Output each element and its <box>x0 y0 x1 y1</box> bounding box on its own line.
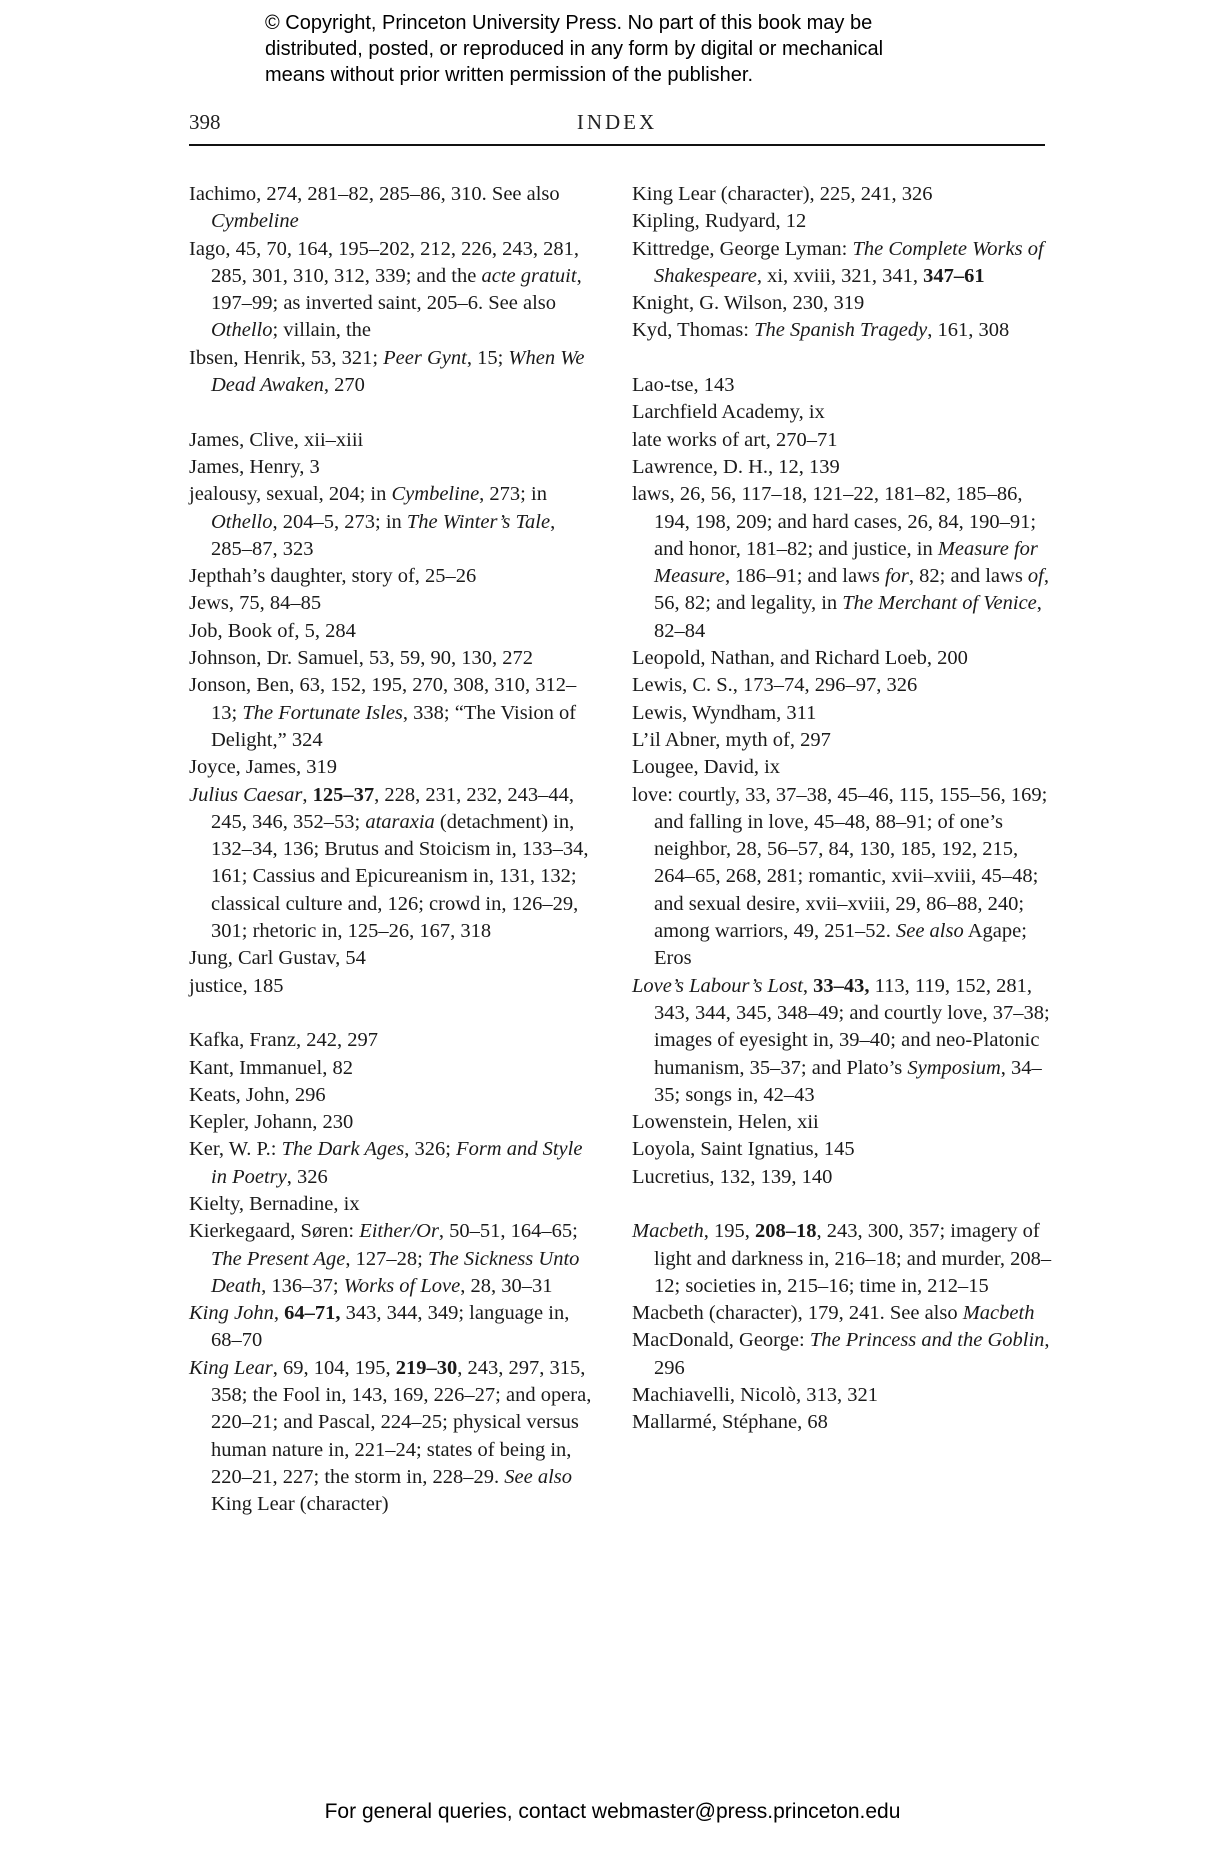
index-entry-text: Kafka, Franz, 242, 297 <box>189 1029 379 1052</box>
index-entry <box>632 1109 1052 1136</box>
index-entry-text: King Lear (character), 225, 241, 326 <box>632 183 933 205</box>
index-entry-text: Joyce, James, 319 <box>189 756 338 779</box>
index-entry <box>189 181 599 236</box>
index-entry <box>189 590 599 617</box>
index-entry <box>189 672 599 754</box>
index-entry <box>632 236 1052 291</box>
index-entry-text: The Dark Ages <box>281 1138 405 1161</box>
index-entry-text: 219–30 <box>395 1356 458 1379</box>
page-number: 398 <box>189 110 221 134</box>
index-entry-text: Machiavelli, Nicolò, 313, 321 <box>632 1384 878 1407</box>
index-entry-text: Loyola, Saint Ignatius, 145 <box>632 1138 855 1161</box>
index-entry <box>632 372 1052 399</box>
copyright-line: © Copyright, Princeton University Press. No part of this book may be <box>265 12 873 34</box>
index-entry-text: Othello <box>211 510 273 533</box>
index-entry-text: Works of Love <box>343 1274 461 1297</box>
index-entry-text: Macbeth <box>632 1220 704 1243</box>
index-entry-text: 125–37 <box>312 783 375 806</box>
index-entry <box>189 563 599 590</box>
index-entry-text: Job, Book of, 5, 284 <box>189 619 356 642</box>
index-entry-text: The Spanish Tragedy <box>754 319 928 342</box>
index-entry <box>632 290 1052 317</box>
index-entry <box>189 454 599 481</box>
index-entry-text: ; villain, the <box>272 319 371 342</box>
index-entry-text: , 28, 30–31 <box>460 1274 553 1297</box>
index-entry-text: James, Henry, 3 <box>189 455 320 478</box>
index-entry <box>189 945 599 972</box>
index-entry-text: , 127–28; <box>345 1247 428 1270</box>
index-entry-text: , 186–91; and laws <box>724 565 885 588</box>
index-entry-text: love: courtly, 33, 37–38, 45–46, 115, 155–56, 169; and falling in love, 45–48, 88–91; of one’s neighbor, 28, 56–57, 84, 130, 185, 192, 215, 264–65, 268, 281; romantic, xvii–xviii, 45–48; and sexual desire, xvii–xviii, 29, 86–88, 240; among warriors, 49, 251–52. <box>632 783 1048 943</box>
index-entry <box>632 481 1052 645</box>
copyright-line: distributed, posted, or reproduced in any form by digital or mechanical <box>265 38 884 60</box>
index-entry-text: Kyd, Thomas: <box>632 319 755 342</box>
index-entry <box>189 645 599 672</box>
index-entry-text: , 82–84 <box>654 592 1042 642</box>
index-entry-text: Cymbeline <box>391 483 480 506</box>
index-entry-text: The Fortunate Isles <box>242 701 403 724</box>
index-entry <box>632 645 1052 672</box>
index-entry-text: Lewis, Wyndham, 311 <box>632 701 817 724</box>
page-title: INDEX <box>576 110 658 134</box>
index-entry-text: , 195, <box>703 1220 755 1243</box>
index-entry-text: Othello <box>211 319 273 342</box>
index-entry <box>189 754 599 781</box>
index-entry <box>189 973 599 1000</box>
index-entry-text: , 285–87, 323 <box>211 510 556 560</box>
index-entry-text: Lawrence, D. H., 12, 139 <box>632 455 840 478</box>
index-entry-text: The Princess and the Goblin <box>809 1329 1045 1352</box>
index-entry-text: Lewis, C. S., 173–74, 296–97, 326 <box>632 674 918 697</box>
index-entry <box>632 973 1052 1109</box>
index-entry <box>632 672 1052 699</box>
index-entry-text: , 50–51, 164–65; <box>438 1220 578 1243</box>
index-entry-text: Leopold, Nathan, and Richard Loeb, 200 <box>632 647 968 670</box>
index-entry <box>189 345 599 400</box>
index-entry-text: Kierkegaard, Søren: <box>189 1220 360 1243</box>
index-entry-text: (detachment) in, 132–34, 136; Brutus and Stoicism in, 133–34, 161; Cassius and Epicureanism in, 131, 132; classical culture and, 126; crowd in, 126–29, 301; rhetoric in, 125–26, 167, 318 <box>211 810 589 943</box>
index-entry-text: jealousy, sexual, 204; in <box>189 483 392 506</box>
index-entry-text: Either/Or <box>359 1220 439 1243</box>
index-entry <box>632 754 1052 781</box>
index-entry-text: Cymbeline <box>211 210 299 233</box>
index-entry-text: Knight, G. Wilson, 230, 319 <box>632 292 865 315</box>
index-entry-text: Kant, Immanuel, 82 <box>189 1056 353 1079</box>
index-entry-text: Ibsen, Henrik, 53, 321; <box>189 346 384 369</box>
index-entry-text: 208–18 <box>754 1220 817 1243</box>
index-entry-text: Macbeth (character), 179, 241. See also <box>632 1302 963 1325</box>
running-head <box>189 108 1045 146</box>
index-entry-text: Jepthah’s daughter, story of, 25–26 <box>189 565 477 588</box>
index-entry-text: Johnson, Dr. Samuel, 53, 59, 90, 130, 272 <box>189 647 533 670</box>
index-entry-text: Lougee, David, ix <box>632 756 781 779</box>
index-entry-text: Kielty, Bernadine, ix <box>189 1192 360 1215</box>
index-entry-text: of <box>1027 565 1044 588</box>
index-entry <box>189 1136 599 1191</box>
index-entry-text: , xi, xviii, 321, 341, <box>756 264 924 287</box>
index-entry-text: , 296 <box>654 1329 1050 1379</box>
index-entry-text: MacDonald, George: <box>632 1329 810 1352</box>
index-entry-text: Jung, Carl Gustav, 54 <box>189 947 366 970</box>
index-entry-text: 113, 119, 152, 281, 343, 344, 345, 348–49; and courtly love, 37–38; images of eyesight in, 39–40; and neo-Platonic humanism, 35–37; and Plato’s <box>654 974 1050 1079</box>
index-entry <box>632 181 1052 208</box>
index-entry <box>632 317 1052 344</box>
index-entry <box>632 208 1052 235</box>
index-entry-text: When We Dead Awaken <box>211 346 585 397</box>
index-entry-text: The Merchant of Venice <box>842 592 1037 615</box>
index-entry-text: 347–61 <box>923 264 985 287</box>
index-entry-text: justice, 185 <box>189 974 284 997</box>
index-entry-text: , 243, 297, 315, 358; the Fool in, 143, 169, 226–27; and opera, 220–21; and Pascal, 224–25; physical versus human nature in, 221–24; states of being in, 220–21, 227; the storm in, 228–29. <box>211 1356 592 1488</box>
index-entry-text: , 326; <box>404 1138 457 1161</box>
index-entry-text: , <box>802 974 814 997</box>
index-entry-text: , <box>302 783 313 806</box>
index-entry-text: Iago, 45, 70, 164, 195–202, 212, 226, 243, 281, 285, 301, 310, 312, 339; and the <box>189 237 580 287</box>
index-entry-text: , 15; <box>466 346 509 369</box>
index-entry-text: Symposium <box>907 1056 1001 1079</box>
index-entry-text: , 270 <box>323 374 365 397</box>
index-entry <box>632 1327 1052 1382</box>
index-entry-text: Mallarmé, Stéphane, 68 <box>632 1411 828 1434</box>
index-entry-text: , 204–5, 273; in <box>272 510 407 533</box>
index-entry <box>632 1382 1052 1409</box>
index-entry-text: Jonson, Ben, 63, 152, 195, 270, 308, 310, 312–13; <box>189 674 577 724</box>
index-entry-text: 343, 344, 349; language in, 68–70 <box>211 1302 570 1352</box>
index-entry-text: Love’s Labour’s Lost <box>632 974 803 997</box>
copyright-notice <box>265 10 985 88</box>
index-entry <box>189 1055 599 1082</box>
index-entry-text: , 197–99; as inverted saint, 205–6. See also <box>211 264 582 315</box>
index-entry <box>632 1136 1052 1163</box>
index-entry-text: ataraxia <box>365 810 435 833</box>
index-entry <box>189 481 599 563</box>
index-entry-text: , 34–35; songs in, 42–43 <box>654 1056 1042 1106</box>
index-entry-text: Julius Caesar <box>189 783 303 806</box>
index-entry-text: See also <box>895 920 964 943</box>
index-entry-text: Measure for Measure <box>654 537 1038 588</box>
index-entry-text: King Lear (character) <box>211 1493 389 1516</box>
index-entry <box>632 727 1052 754</box>
index-column-left <box>189 181 599 1519</box>
index-entry-text: 64–71, <box>284 1302 341 1325</box>
index-entry-text: , 136–37; <box>261 1274 344 1297</box>
index-entry-text: Kepler, Johann, 230 <box>189 1111 354 1134</box>
index-entry <box>632 427 1052 454</box>
index-entry-text: Ker, W. P.: <box>189 1138 282 1161</box>
index-entry-text: , 273; in <box>479 483 547 506</box>
index-entry-text: , <box>273 1302 285 1325</box>
index-entry <box>632 1409 1052 1436</box>
index-entry <box>632 1164 1052 1191</box>
index-entry-text: Larchfield Academy, ix <box>632 401 825 424</box>
index-entry-text: Lucretius, 132, 139, 140 <box>632 1165 833 1188</box>
index-entry-text: , 228, 231, 232, 243–44, 245, 346, 352–53; <box>211 783 574 833</box>
index-entry-text: The Present Age <box>211 1247 346 1270</box>
index-entry <box>189 1027 599 1054</box>
index-entry <box>632 1218 1052 1300</box>
index-entry-text: , 326 <box>286 1165 328 1188</box>
index-entry-text: , 69, 104, 195, <box>272 1356 396 1379</box>
index-entry-text: late works of art, 270–71 <box>632 428 838 451</box>
index-entry <box>189 1218 599 1300</box>
index-entry-text: King John <box>189 1302 274 1325</box>
index-entry-text: Lowenstein, Helen, xii <box>632 1111 819 1134</box>
index-entry-text: , 243, 300, 357; imagery of light and darkness in, 216–18; and murder, 208–12; societies in, 215–16; time in, 212–15 <box>654 1220 1052 1297</box>
index-entry <box>632 700 1052 727</box>
index-entry <box>632 454 1052 481</box>
index-entry <box>632 782 1052 973</box>
index-entry-text: , 338; “The Vision of Delight,” 324 <box>211 701 577 751</box>
index-entry-text: See also <box>504 1465 573 1488</box>
footer-contact: For general queries, contact webmaster@press.princeton.edu <box>324 1800 901 1823</box>
index-entry <box>189 1300 599 1355</box>
index-entry-text: Kittredge, George Lyman: <box>632 237 853 260</box>
index-entry-text: Jews, 75, 84–85 <box>189 592 322 615</box>
index-entry-text: King Lear <box>189 1356 273 1379</box>
index-entry-text: Kipling, Rudyard, 12 <box>632 210 807 233</box>
index-entry-text: , 161, 308 <box>927 319 1010 342</box>
index-entry-text: Macbeth <box>962 1302 1035 1325</box>
index-entry-text: The Winter’s Tale <box>406 510 551 533</box>
index-entry-text: Agape; Eros <box>654 920 1027 970</box>
index-entry-text: Form and Style in Poetry <box>211 1138 583 1188</box>
index-entry <box>632 399 1052 426</box>
index-entry-text: James, Clive, xii–xiii <box>189 428 364 451</box>
index-entry-text: L’il Abner, myth of, 297 <box>632 728 831 751</box>
index-entry-text: Peer Gynt <box>383 346 467 369</box>
index-entry <box>189 618 599 645</box>
index-entry <box>189 1355 599 1519</box>
index-column-right <box>632 181 1052 1437</box>
index-entry-text: 33–43, <box>813 974 870 997</box>
index-entry <box>189 1191 599 1218</box>
index-entry-text: Keats, John, 296 <box>189 1083 326 1106</box>
index-entry <box>189 1109 599 1136</box>
index-entry-text: laws, 26, 56, 117–18, 121–22, 181–82, 185–86, 194, 198, 209; and hard cases, 26, 84, 190–91; and honor, 181–82; and justice, in <box>632 483 1037 560</box>
index-entry-text: acte gratuit <box>481 264 577 287</box>
index-entry <box>632 1300 1052 1327</box>
index-entry-text: , 82; and laws <box>908 565 1028 588</box>
copyright-line: means without prior written permission of the publisher. <box>265 64 754 86</box>
index-entry <box>189 427 599 454</box>
index-entry <box>189 236 599 345</box>
index-entry-text: The Sickness Unto Death <box>211 1247 580 1297</box>
index-entry-text: Iachimo, 274, 281–82, 285–86, 310. See also <box>189 183 560 205</box>
index-entry-text: , 56, 82; and legality, in <box>654 565 1049 615</box>
index-entry-text: Lao-tse, 143 <box>632 374 735 397</box>
index-entry-text: for <box>884 565 909 588</box>
index-entry-text: The Complete Works of Shakespeare <box>654 237 1044 287</box>
index-entry <box>189 782 599 946</box>
index-entry <box>189 1082 599 1109</box>
